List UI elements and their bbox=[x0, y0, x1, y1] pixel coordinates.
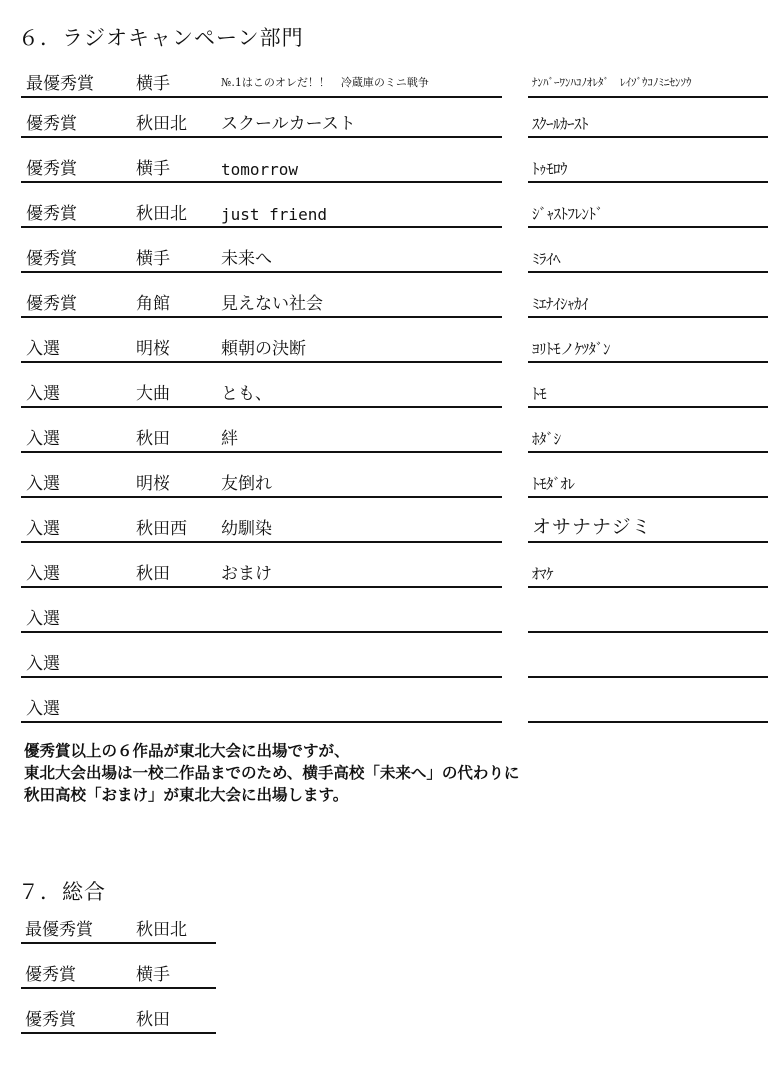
table-row bbox=[0, 603, 783, 633]
work-title: 未来へ bbox=[221, 249, 272, 269]
award-label: 最優秀賞 bbox=[26, 74, 94, 94]
school-name: 秋田 bbox=[136, 1010, 170, 1030]
table-row bbox=[0, 198, 783, 228]
work-title: 幼馴染 bbox=[221, 519, 272, 539]
award-label: 最優秀賞 bbox=[25, 920, 93, 940]
school-name: 横手 bbox=[136, 159, 170, 179]
work-title-kana: ﾖﾘﾄﾓノｹﾂﾀﾞﾝ bbox=[532, 340, 611, 358]
award-label: 入選 bbox=[26, 519, 60, 539]
award-label: 優秀賞 bbox=[26, 249, 77, 269]
work-title: №.1はこのオレだ！！ 冷蔵庫のミニ戦争 bbox=[221, 76, 429, 89]
award-label: 入選 bbox=[26, 429, 60, 449]
award-label: 入選 bbox=[26, 699, 60, 719]
award-label: 優秀賞 bbox=[25, 965, 76, 985]
work-title: 見えない社会 bbox=[221, 294, 323, 314]
school-name: 横手 bbox=[136, 965, 170, 985]
award-label: 優秀賞 bbox=[25, 1010, 76, 1030]
table-row bbox=[0, 693, 783, 723]
note-line: 優秀賞以上の６作品が東北大会に出場ですが、 bbox=[24, 742, 350, 760]
award-label: 入選 bbox=[26, 564, 60, 584]
award-label: 入選 bbox=[26, 474, 60, 494]
award-label: 入選 bbox=[26, 654, 60, 674]
school-name: 横手 bbox=[136, 249, 170, 269]
work-title-kana: ﾎﾀﾞｼ bbox=[532, 430, 561, 448]
work-title-kana: ｼﾞｬｽﾄﾌﾚﾝﾄﾞ bbox=[532, 205, 604, 223]
table-row bbox=[0, 243, 783, 273]
work-title-kana: ﾅﾝﾊﾞｰﾜﾝﾊｺﾉｵﾚﾀﾞ ﾚｲｿﾞｳｺﾉﾐﾆｾﾝｿｳ bbox=[532, 76, 692, 89]
school-name: 角館 bbox=[136, 294, 170, 314]
note-line: 東北大会出場は一校二作品までのため、横手高校「未来へ」の代わりに bbox=[24, 764, 520, 782]
table-row bbox=[0, 558, 783, 588]
table-row bbox=[0, 288, 783, 318]
award-label: 優秀賞 bbox=[26, 159, 77, 179]
work-title-kana: ｽｸｰﾙｶｰｽﾄ bbox=[532, 115, 589, 133]
school-name: 明桜 bbox=[136, 474, 170, 494]
work-title: とも、 bbox=[221, 384, 272, 404]
school-name: 秋田北 bbox=[136, 204, 187, 224]
overall-row bbox=[21, 1004, 216, 1034]
note-line: 秋田高校「おまけ」が東北大会に出場します。 bbox=[24, 786, 349, 804]
work-title: tomorrow bbox=[221, 160, 299, 179]
section-6-note bbox=[24, 740, 519, 806]
work-title-kana: ｵﾏｹ bbox=[532, 565, 554, 583]
school-name: 大曲 bbox=[136, 384, 170, 404]
section-6-heading: ６．ラジオキャンペーン部門 bbox=[18, 26, 304, 50]
school-name: 横手 bbox=[136, 74, 170, 94]
overall-row bbox=[21, 959, 216, 989]
work-title-kana: ﾐｴﾅｲｼｬｶｲ bbox=[532, 295, 589, 313]
work-title: 絆 bbox=[221, 429, 238, 449]
school-name: 明桜 bbox=[136, 339, 170, 359]
work-title: 頼朝の決断 bbox=[221, 339, 306, 359]
school-name: 秋田 bbox=[136, 429, 170, 449]
section-7-heading: ７．総合 bbox=[18, 880, 106, 904]
table-row bbox=[0, 153, 783, 183]
table-row bbox=[0, 333, 783, 363]
table-row bbox=[0, 423, 783, 453]
award-label: 入選 bbox=[26, 384, 60, 404]
work-title-kana: ﾄｩﾓﾛｳ bbox=[532, 160, 568, 178]
table-row bbox=[0, 108, 783, 138]
overall-row bbox=[21, 914, 216, 944]
school-name: 秋田北 bbox=[136, 920, 187, 940]
work-title-kana: ﾄﾓ bbox=[532, 385, 547, 403]
award-label: 優秀賞 bbox=[26, 204, 77, 224]
school-name: 秋田西 bbox=[136, 519, 187, 539]
table-row bbox=[0, 378, 783, 408]
school-name: 秋田北 bbox=[136, 114, 187, 134]
table-row bbox=[0, 468, 783, 498]
award-label: 優秀賞 bbox=[26, 114, 77, 134]
work-title: おまけ bbox=[221, 564, 272, 584]
table-row bbox=[0, 68, 783, 98]
award-label: 入選 bbox=[26, 339, 60, 359]
school-name: 秋田 bbox=[136, 564, 170, 584]
award-label: 入選 bbox=[26, 609, 60, 629]
work-title-kana: オサナナジミ bbox=[532, 516, 652, 538]
work-title: just friend bbox=[221, 205, 327, 224]
work-title-kana: ﾐﾗｲﾍ bbox=[532, 250, 561, 268]
work-title: スクールカースト bbox=[221, 114, 356, 134]
work-title-kana: ﾄﾓﾀﾞｵﾚ bbox=[532, 475, 575, 493]
table-row bbox=[0, 648, 783, 678]
work-title: 友倒れ bbox=[221, 474, 272, 494]
table-row bbox=[0, 513, 783, 543]
award-label: 優秀賞 bbox=[26, 294, 77, 314]
